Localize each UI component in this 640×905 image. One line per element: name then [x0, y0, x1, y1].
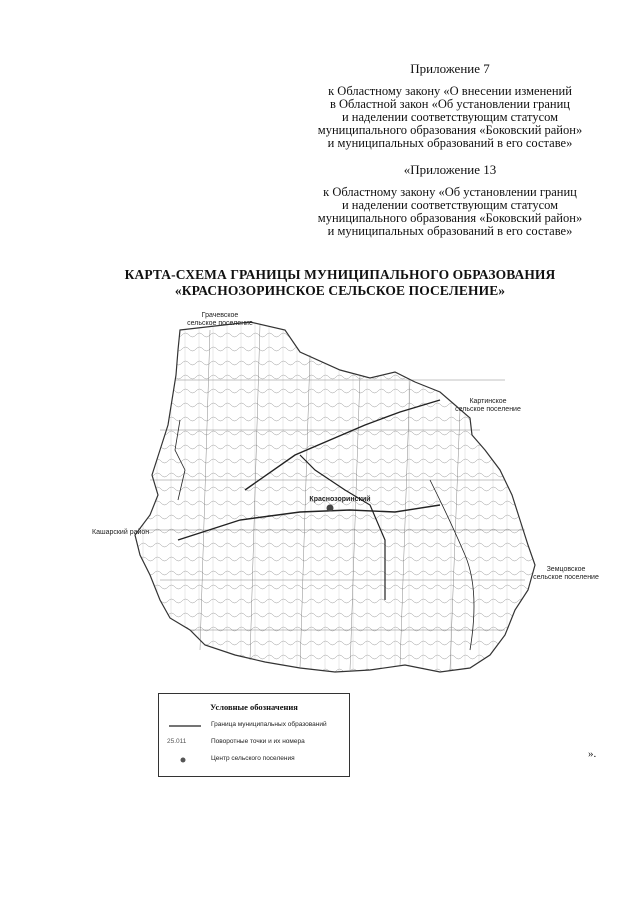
appendix-7-header	[300, 62, 600, 150]
map-title-line-1: КАРТА-СХЕМА ГРАНИЦЫ МУНИЦИПАЛЬНОГО ОБРАЗОВАНИЯ	[124, 267, 556, 282]
appendix-13-title: «Приложение 13	[403, 162, 497, 177]
turn-point-sample: 25.011	[167, 738, 187, 745]
label-kartinskoe: Картинское сельское поселение	[455, 398, 521, 413]
appendix-7-line: и наделении соответствующим статусом	[341, 110, 559, 124]
legend-item-center: Центр сельского поселения	[159, 754, 349, 766]
boundary-line-icon	[167, 720, 203, 732]
appendix-13-line: и наделении соответствующим статусом	[341, 198, 559, 212]
appendix-7-line: к Областному закону «О внесении изменений	[328, 84, 572, 98]
village-center-marker	[327, 505, 334, 512]
map-title	[80, 267, 600, 299]
label-zemtsovskoe: Земцовское сельское поселение	[533, 566, 599, 581]
appendix-7-line: в Областной закон «Об установлении границ	[329, 97, 570, 111]
label-village: Краснозоринский	[309, 496, 371, 503]
appendix-7-line: и муниципальных образований в его составе»	[327, 136, 573, 150]
label-kasharsky: Кашарский район	[92, 529, 150, 536]
map-title-line-2: «КРАСНОЗОРИНСКОЕ СЕЛЬСКОЕ ПОСЕЛЕНИЕ»	[174, 283, 506, 298]
appendix-13-line: к Областному закону «Об установлении границ	[323, 185, 577, 199]
map-area	[0, 300, 640, 700]
legend-item-turn-points: 25.011 Поворотные точки и их номера	[159, 737, 349, 749]
appendix-13-line: муниципального образования «Боковский район»	[317, 211, 583, 225]
legend	[158, 693, 350, 777]
legend-item-boundary: Граница муниципальных образований	[159, 720, 349, 732]
appendix-13-line: и муниципальных образований в его составе»	[327, 224, 573, 238]
center-dot-icon	[167, 754, 203, 766]
appendix-7-line: муниципального образования «Боковский район»	[317, 123, 583, 137]
appendix-7-title: Приложение 7	[410, 61, 490, 76]
label-grachevskoe: Грачевское сельское поселение	[187, 312, 253, 327]
legend-title: Условные обозначения	[210, 702, 298, 712]
appendix-13-header	[300, 163, 600, 238]
closing-quote: ».	[588, 748, 597, 760]
